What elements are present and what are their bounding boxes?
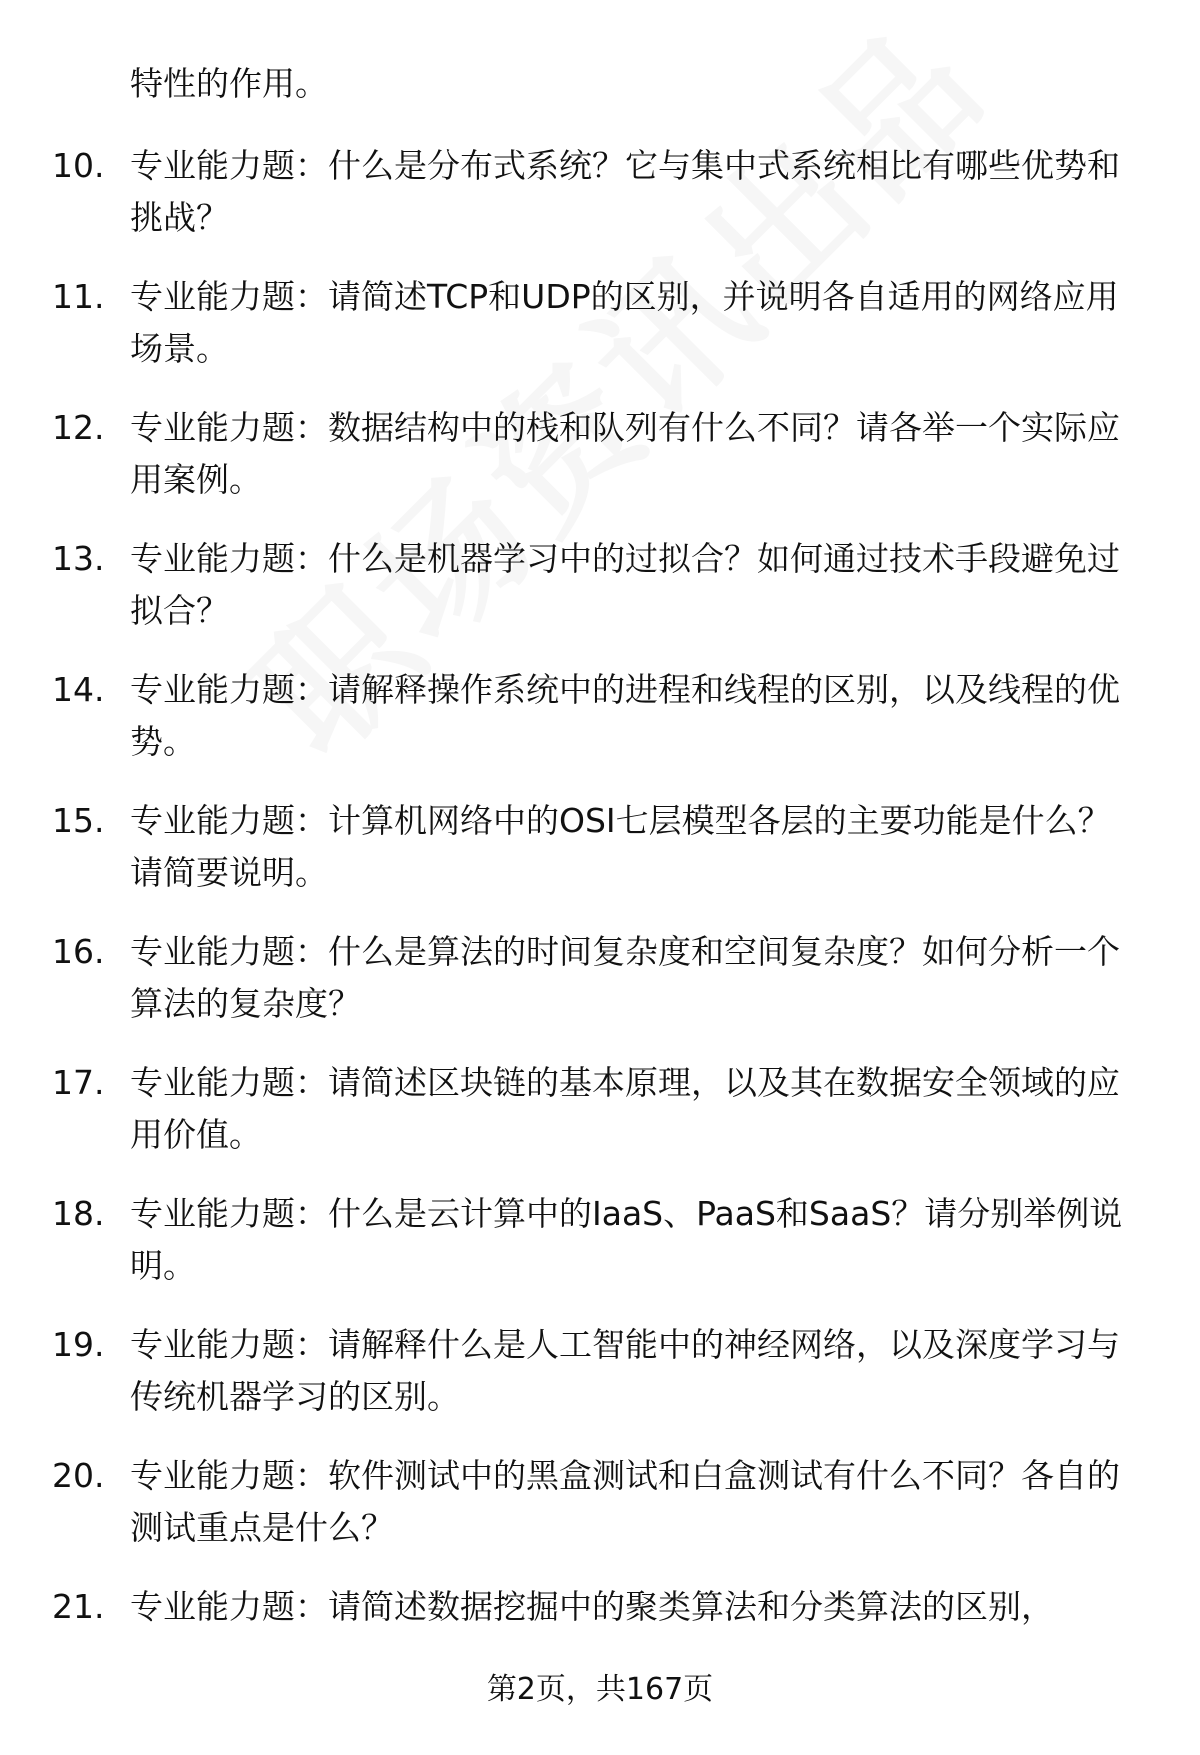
question-number: 14. [52,670,105,709]
question-number: 18. [52,1194,105,1233]
question-text: 专业能力题：请简述区块链的基本原理，以及其在数据安全领域的应用价值。 [130,1063,1120,1154]
list-item [0,795,1200,926]
question-number: 13. [52,539,105,578]
list-item [0,402,1200,533]
question-number: 21. [52,1587,105,1626]
question-number: 15. [52,801,105,840]
question-text: 专业能力题：什么是云计算中的IaaS、PaaS和SaaS？请分别举例说明。 [130,1194,1123,1285]
question-text: 专业能力题：请解释什么是人工智能中的神经网络，以及深度学习与传统机器学习的区别。 [130,1325,1120,1416]
question-text: 专业能力题：请简述数据挖掘中的聚类算法和分类算法的区别， [130,1587,1054,1626]
list-item [0,926,1200,1057]
list-item [0,1057,1200,1188]
question-number: 19. [52,1325,105,1364]
list-item [0,271,1200,402]
question-number: 11. [52,277,105,316]
page-number-footer: 第2页，共167页 [486,1672,714,1707]
question-text: 专业能力题：软件测试中的黑盒测试和白盒测试有什么不同？各自的测试重点是什么？ [130,1456,1120,1547]
question-text: 专业能力题：请解释操作系统中的进程和线程的区别，以及线程的优势。 [130,670,1120,761]
question-text: 专业能力题：什么是机器学习中的过拟合？如何通过技术手段避免过拟合？ [130,539,1120,630]
list-item [0,140,1200,271]
question-text: 专业能力题：请简述TCP和UDP的区别，并说明各自适用的网络应用场景。 [130,277,1119,368]
question-number: 20. [52,1456,105,1495]
question-number: 16. [52,932,105,971]
list-item [0,1319,1200,1450]
list-item [0,533,1200,664]
question-list [0,140,1200,1712]
question-text: 专业能力题：什么是分布式系统？它与集中式系统相比有哪些优势和挑战？ [130,146,1120,237]
question-number: 12. [52,408,105,447]
question-text: 专业能力题：什么是算法的时间复杂度和空间复杂度？如何分析一个算法的复杂度？ [130,932,1120,1023]
question-text: 专业能力题：数据结构中的栈和队列有什么不同？请各举一个实际应用案例。 [130,408,1120,499]
list-item [0,1450,1200,1581]
question-text: 专业能力题：计算机网络中的OSI七层模型各层的主要功能是什么？请简要说明。 [130,801,1111,892]
list-item [0,1188,1200,1319]
question-number: 10. [52,146,105,185]
question-number: 17. [52,1063,105,1102]
previous-question-fragment: 特性的作用。 [130,64,328,103]
list-item [0,664,1200,795]
